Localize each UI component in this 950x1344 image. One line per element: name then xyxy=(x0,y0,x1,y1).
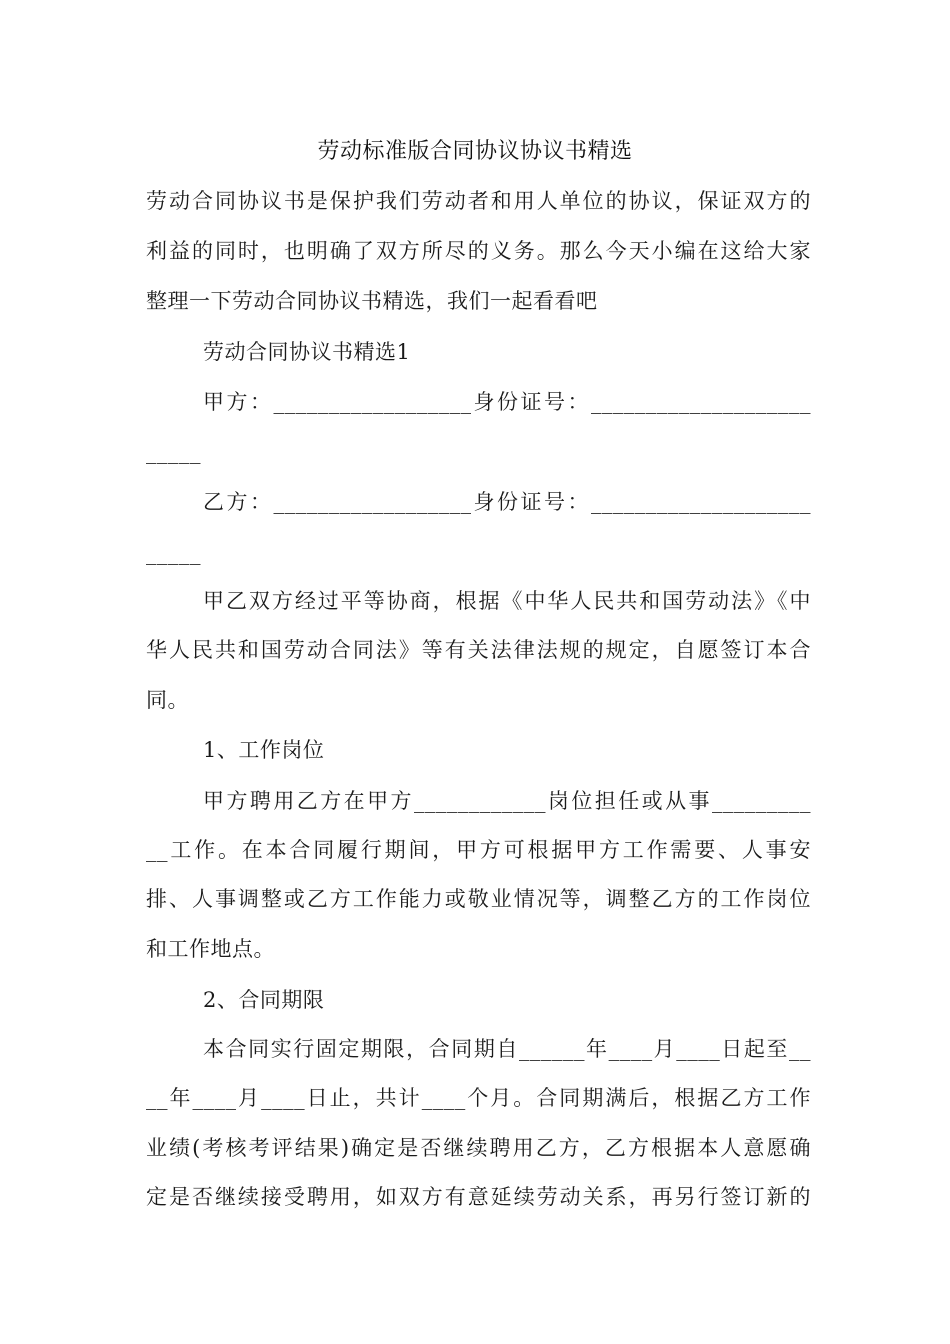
clause-2-heading: 2、合同期限 xyxy=(203,988,325,1012)
intro-line-2: 利益的同时，也明确了双方所尽的义务。那么今天小编在这给大家 xyxy=(146,239,811,263)
preamble-line-1: 甲乙双方经过平等协商，根据《中华人民共和国劳动法》《中 xyxy=(203,589,811,613)
clause-2-line-4: 定是否继续接受聘用，如双方有意延续劳动关系，再另行签订新的 xyxy=(146,1185,811,1209)
clause-2-line-1: 本合同实行固定期限，合同期自______年____月____日起至__ xyxy=(203,1037,811,1061)
clause-1-heading: 1、工作岗位 xyxy=(203,738,325,762)
party-b-line: 乙方：__________________身份证号：____________________ xyxy=(203,490,811,514)
intro-line-3: 整理一下劳动合同协议书精选，我们一起看看吧 xyxy=(146,289,598,313)
clause-1-line-2: __工作。在本合同履行期间，甲方可根据甲方工作需要、人事安 xyxy=(146,838,811,862)
document-title: 劳动标准版合同协议协议书精选 xyxy=(317,139,633,164)
intro-line-1: 劳动合同协议书是保护我们劳动者和用人单位的协议，保证双方的 xyxy=(146,189,811,213)
section-heading: 劳动合同协议书精选1 xyxy=(203,340,411,364)
preamble-line-3: 同。 xyxy=(146,688,189,712)
party-a-line: 甲方：__________________身份证号：____________________ xyxy=(203,390,811,414)
clause-2-line-3: 业绩(考核考评结果)确定是否继续聘用乙方，乙方根据本人意愿确 xyxy=(146,1136,811,1160)
clause-1-line-4: 和工作地点。 xyxy=(146,937,275,961)
clause-2-line-2: __年____月____日止，共计____个月。合同期满后，根据乙方工作 xyxy=(146,1086,811,1110)
preamble-line-2: 华人民共和国劳动合同法》等有关法律法规的规定，自愿签订本合 xyxy=(146,638,811,662)
party-b-line-cont: _____ xyxy=(146,541,201,565)
clause-1-line-1: 甲方聘用乙方在甲方____________岗位担任或从事_________ xyxy=(203,789,811,813)
party-a-line-cont: _____ xyxy=(146,440,201,464)
clause-1-line-3: 排、人事调整或乙方工作能力或敬业情况等，调整乙方的工作岗位 xyxy=(146,887,811,911)
